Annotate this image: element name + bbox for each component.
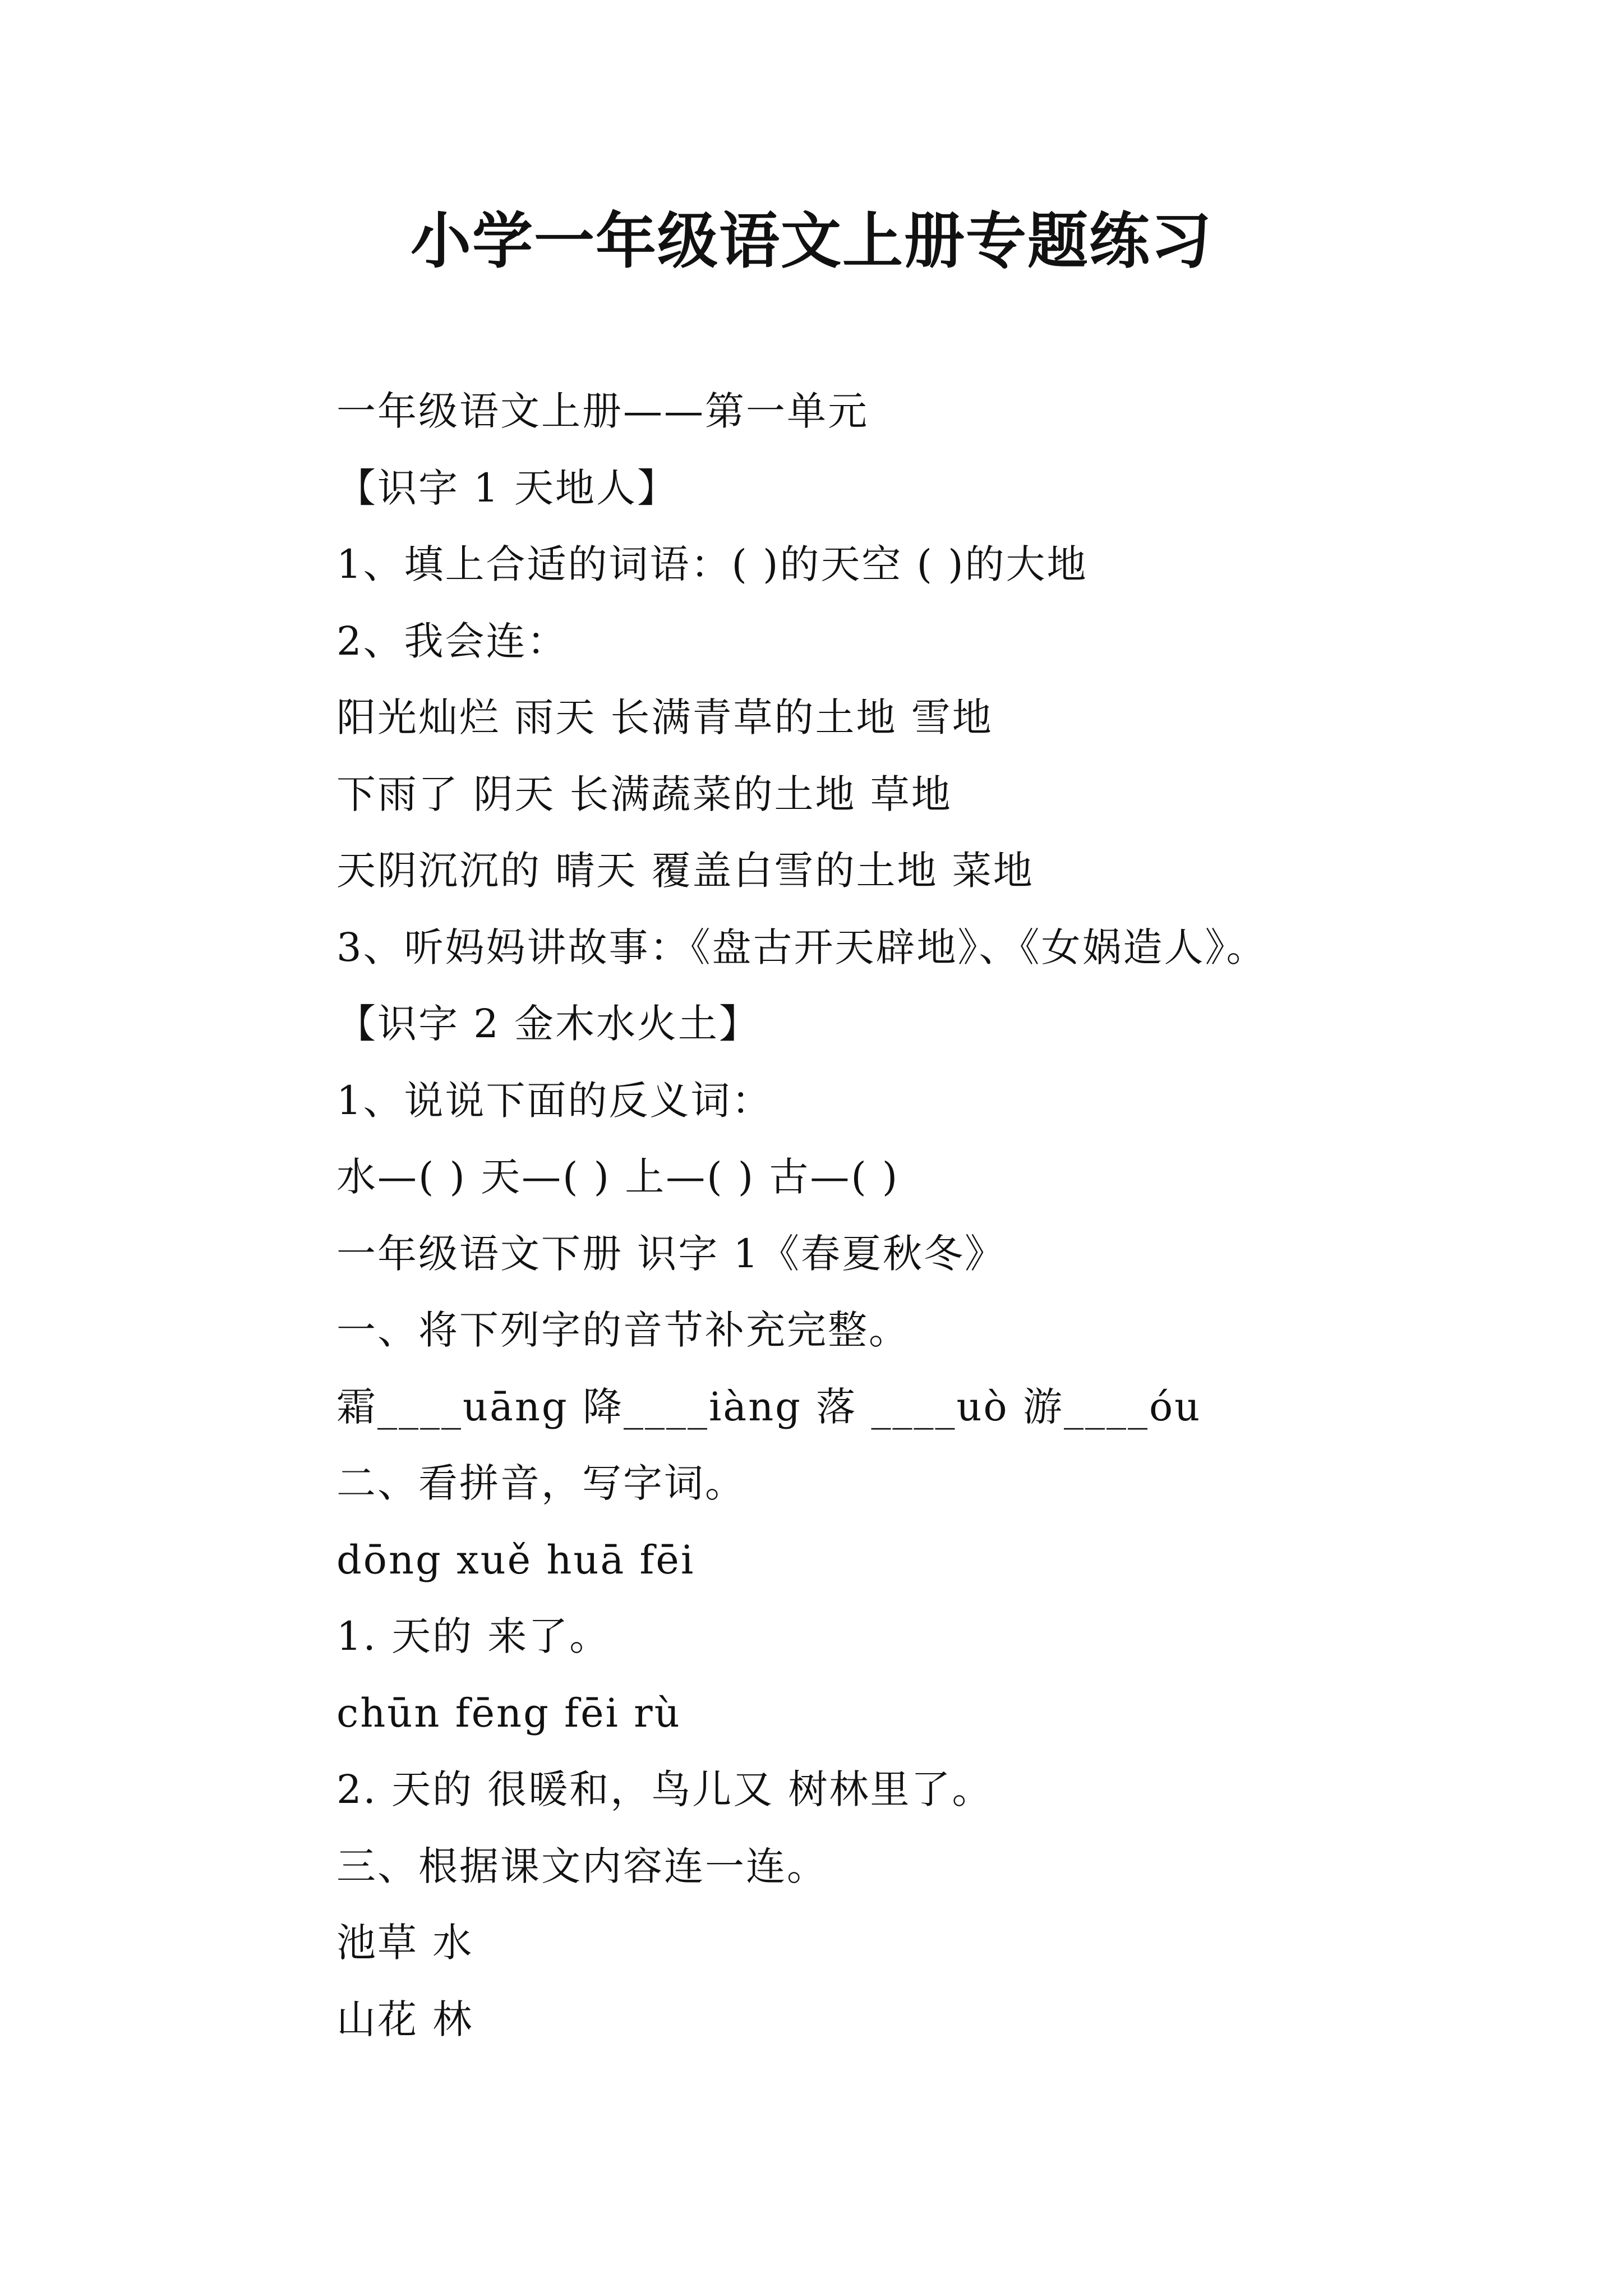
unit-heading: 一年级语文上册——第一单元 bbox=[336, 388, 869, 434]
matching-row: 山花 林 bbox=[336, 1996, 474, 2042]
question-line: 3、听妈妈讲故事：《盘古开天辟地》、《女娲造人》。 bbox=[336, 924, 1267, 970]
antonym-row: 水—( ) 天—( ) 上—( ) 古—( ) bbox=[336, 1154, 900, 1200]
question-line: 2、我会连： bbox=[336, 618, 568, 664]
pinyin-line: chūn fēng fēi rù bbox=[336, 1690, 681, 1736]
lesson-heading: 【识字 2 金木水火土】 bbox=[336, 1001, 760, 1047]
document-title: 小学一年级语文上册专题练习 bbox=[410, 206, 1212, 277]
pinyin-line: dōng xuě huā fēi bbox=[336, 1536, 695, 1583]
question-line: 1、填上合适的词语：( )的天空 ( )的大地 bbox=[336, 541, 1088, 587]
document-body bbox=[336, 373, 1458, 2058]
lesson-heading: 【识字 1 天地人】 bbox=[336, 464, 679, 511]
question-line: 二、看拼音，写字词。 bbox=[336, 1460, 746, 1506]
matching-row: 天阴沉沉的 晴天 覆盖白雪的土地 菜地 bbox=[336, 848, 1034, 894]
sentence-line: 2. 天的 很暖和，鸟儿又 树林里了。 bbox=[336, 1766, 993, 1812]
lesson-heading: 一年级语文下册 识字 1《春夏秋冬》 bbox=[336, 1230, 1006, 1277]
sentence-line: 1. 天的 来了。 bbox=[336, 1613, 611, 1659]
matching-row: 阳光灿烂 雨天 长满青草的土地 雪地 bbox=[336, 694, 993, 740]
question-line: 1、说说下面的反义词： bbox=[336, 1077, 773, 1124]
question-line: 三、根据课文内容连一连。 bbox=[336, 1843, 828, 1889]
pinyin-fill-row: 霜____uāng 降____iàng 落 ____uò 游____óu bbox=[336, 1383, 1202, 1430]
matching-row: 池草 水 bbox=[336, 1920, 474, 1966]
question-line: 一、将下列字的音节补充完整。 bbox=[336, 1307, 910, 1353]
matching-row: 下雨了 阴天 长满蔬菜的土地 草地 bbox=[336, 771, 952, 817]
